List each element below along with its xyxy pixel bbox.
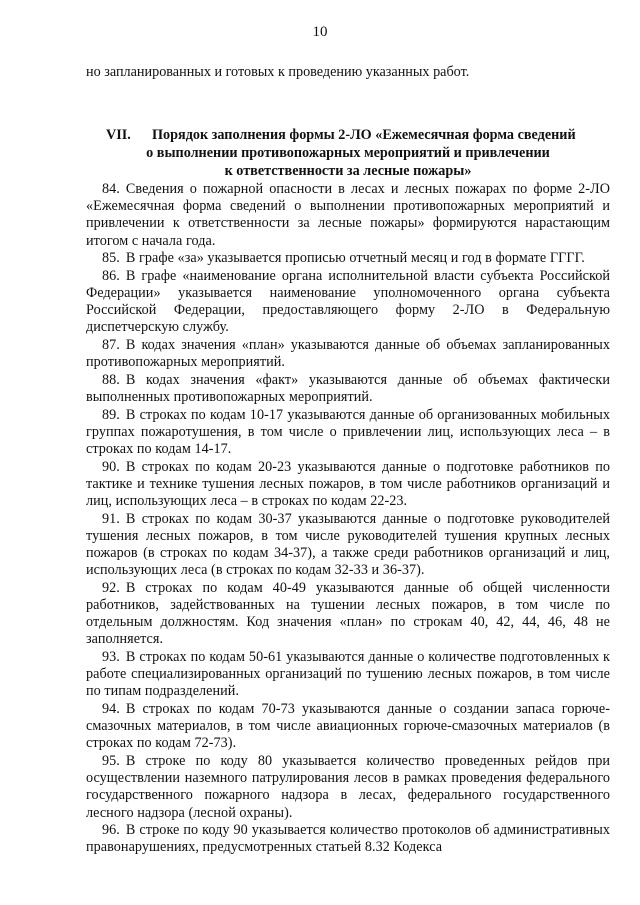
paragraph-text: В строках по кодам 40-49 указываются данные об общей численности работников, задействованных на тушении лесных пожаров, в том числе по отдельным должностям. Код значения «план» по строкам 40, 42, 44, 46, 48 не заполняется. [86,579,610,648]
paragraph-number: 87. [102,337,120,353]
paragraph-number: 94. [102,701,120,717]
paragraph-text: В строках по кодам 70-73 указываются данные о создании запаса горюче-смазочных материалов, в том числе авиационных горюче-смазочных материалов (в строках по кодам 72-73). [86,701,610,752]
paragraph-text: В строке по коду 80 указывается количество проведенных рейдов при осуществлении наземного патрулирования лесов в рамках проведения федерального государственного пожарного надзора в лесах, федерального государственного лесного надзора (лесной охраны). [86,753,610,821]
paragraph-number: 84. [102,181,120,197]
paragraph-text: Сведения о пожарной опасности в лесах и лесных пожарах по форме 2-ЛО «Ежемесячная форма сведений о выполнении противопожарных мероприятий и привлечении к ответственности за лесные пожары» формируются нарастающим итогом с начала года. [86,181,610,249]
section-numeral: VII. [106,127,131,143]
paragraph-93 [86,649,610,701]
paragraph-90 [86,459,610,511]
paragraph-number: 91. [102,510,120,527]
paragraph-88 [86,372,610,406]
paragraph-text: В строках по кодам 30-37 указываются данные о подготовке руководителей тушения лесных пожаров, в том числе руководителей тушения крупных лесных пожаров (в строках по кодам 34-37), а также среди работников организаций и лиц, использующих леса (в строках по кодам 32-33 и 36-37). [86,510,610,579]
paragraph-text: В кодах значения «факт» указываются данные об объемах фактически выполненных противопожарных мероприятий. [86,371,610,405]
section-heading [86,126,610,180]
paragraph-text: В строках по кодам 20-23 указываются данные о подготовке работников по тактике и технике тушения лесных пожаров, в том числе работников организаций и лиц, использующих леса – в строках по кодам 22-23. [86,458,610,509]
paragraph-number: 88. [102,371,120,388]
paragraph-number: 85. [102,250,120,267]
paragraph-number: 96. [102,822,120,839]
paragraph-number: 89. [102,406,120,423]
section-title-line-3: к ответственности за лесные пожары» [224,163,472,179]
continuation-text: но запланированных и готовых к проведению указанных работ. [86,64,470,80]
paragraph-92 [86,580,610,649]
paragraph-text: В графе «за» указывается прописью отчетный месяц и год в формате ГГГГ. [125,250,585,267]
section-title-line-1: Порядок заполнения формы 2-ЛО «Ежемесячная форма сведений [152,127,576,143]
paragraph-number: 93. [102,649,120,665]
paragraph-89 [86,407,610,459]
paragraph-text: В кодах значения «план» указываются данные об объемах запланированных противопожарных мероприятий. [86,337,610,371]
paragraph-number: 92. [102,579,120,596]
paragraph-text: В строках по кодам 50-61 указываются данные о количестве подготовленных к работе специализированных организаций по тушению лесных пожаров, в том числе по типам подразделений. [86,649,610,700]
paragraph-text: В строке по коду 90 указывается количество протоколов об административных правонарушениях, предусмотренных статьей 8.32 Кодекса [86,822,610,856]
paragraph-number: 95. [102,753,120,769]
paragraph-text: В графе «наименование органа исполнительной власти субъекта Российской Федерации» указывается наименование уполномоченного органа субъекта Российской Федерации, предоставляющего форму 2-ЛО в Федеральную диспетчерскую службу. [86,267,610,336]
paragraph-96 [86,822,610,856]
section-heading-line-1 [86,126,610,144]
paragraph-86 [86,268,610,337]
paragraph-text: В строках по кодам 10-17 указываются данные об организованных мобильных группах пожаротушения, в том числе о привлечении лиц, использующих леса – в строках по кодам 14-17. [86,406,610,457]
paragraph-84 [86,181,610,250]
section-title-line-2: о выполнении противопожарных мероприятий и привлечении [146,145,550,161]
paragraph-85 [86,250,610,267]
page-number: 10 [312,24,328,40]
paragraph-87 [86,337,610,371]
paragraph-list [86,181,610,857]
paragraph-95 [86,753,610,822]
paragraph-94 [86,701,610,753]
paragraph-91 [86,511,610,580]
paragraph-number: 90. [102,458,120,475]
paragraph-number: 86. [102,267,120,284]
